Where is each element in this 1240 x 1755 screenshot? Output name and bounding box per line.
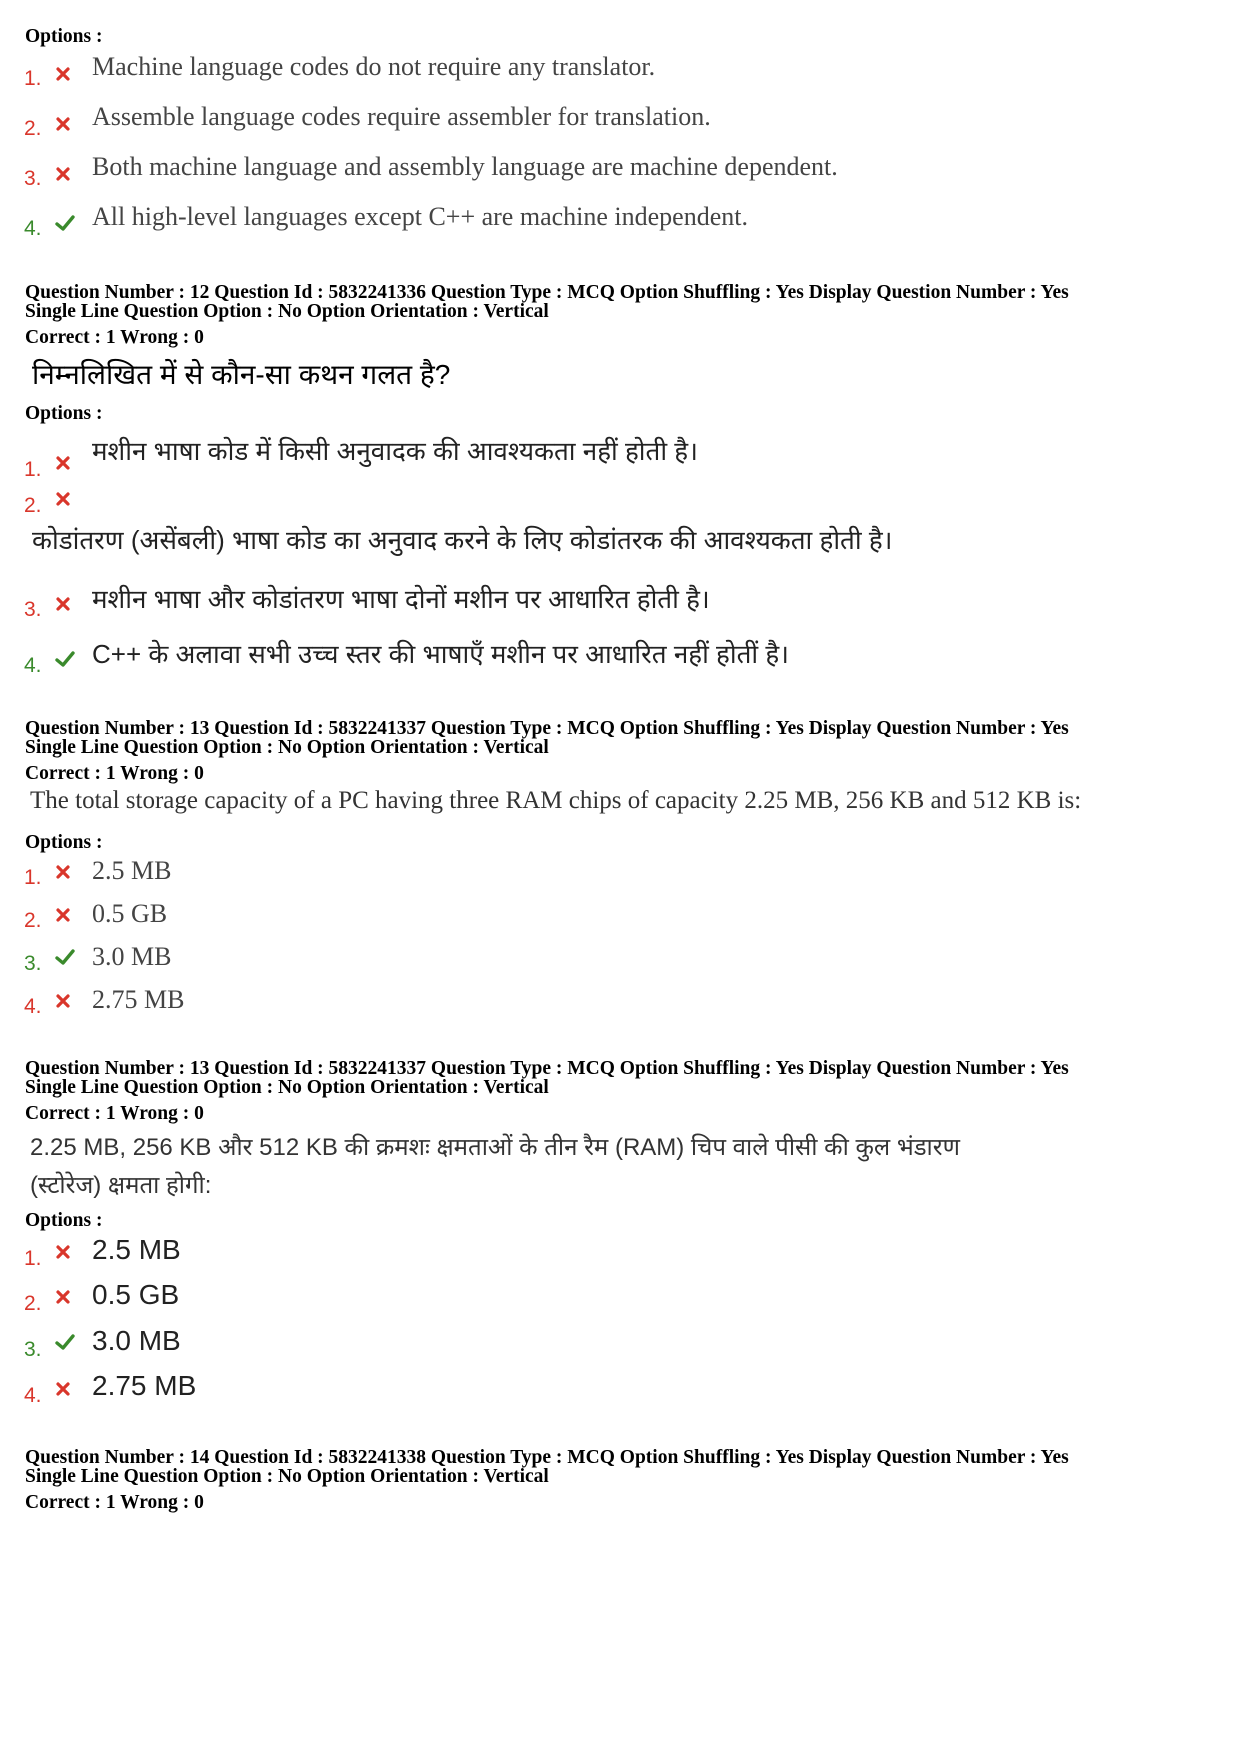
option-number: 1. <box>24 1247 42 1270</box>
option-text: 2.5 MB <box>92 1234 181 1265</box>
cross-icon <box>55 596 71 612</box>
question-meta: Single Line Question Option : No Option Orientation : Vertical <box>25 301 549 322</box>
cross-icon <box>55 166 71 182</box>
option-text: मशीन भाषा कोड में किसी अनुवादक की आवश्यकता नहीं होती है। <box>92 436 698 466</box>
option-text: 0.5 GB <box>92 1279 180 1310</box>
option-number: 4. <box>24 217 42 240</box>
cross-icon <box>55 66 71 82</box>
question-meta: Single Line Question Option : No Option Orientation : Vertical <box>25 1077 549 1098</box>
option-number: 3. <box>24 598 42 621</box>
check-icon <box>55 1333 75 1351</box>
option-text: 2.75 MB <box>92 1370 197 1401</box>
option-number: 3. <box>24 952 42 975</box>
option-text: Assemble language codes require assembler for translation. <box>92 102 711 131</box>
option-number: 2. <box>24 1292 42 1315</box>
cross-icon <box>55 907 71 923</box>
question-text: The total storage capacity of a PC having three RAM chips of capacity 2.25 MB, 256 KB and 512 KB is: <box>30 787 1082 814</box>
options-label: Options : <box>25 1210 103 1231</box>
options-label: Options : <box>25 26 103 47</box>
cross-icon <box>55 116 71 132</box>
cross-icon <box>55 993 71 1009</box>
option-number: 1. <box>24 458 42 481</box>
option-text: All high-level languages except C++ are machine independent. <box>92 202 748 231</box>
check-icon <box>55 948 75 966</box>
question-text: 2.25 MB, 256 KB और 512 KB की क्रमशः क्षमताओं के तीन रैम (RAM) चिप वाले पीसी की कुल भंडारण <box>30 1134 960 1161</box>
check-icon <box>55 214 75 232</box>
option-number: 3. <box>24 1338 42 1361</box>
options-label: Options : <box>25 403 103 424</box>
score-meta: Correct : 1 Wrong : 0 <box>25 763 204 784</box>
score-meta: Correct : 1 Wrong : 0 <box>25 327 204 348</box>
option-number: 2. <box>24 117 42 140</box>
option-text: कोडांतरण (असेंबली) भाषा कोड का अनुवाद करने के लिए कोडांतरक की आवश्यकता होती है। <box>32 525 893 555</box>
question-meta: Single Line Question Option : No Option Orientation : Vertical <box>25 737 549 758</box>
cross-icon <box>55 1381 71 1397</box>
score-meta: Correct : 1 Wrong : 0 <box>25 1103 204 1124</box>
options-label: Options : <box>25 832 103 853</box>
question-meta: Question Number : 13 Question Id : 5832241337 Question Type : MCQ Option Shuffling : Yes Display Question Number : Yes <box>25 1058 1069 1079</box>
question-meta: Question Number : 12 Question Id : 5832241336 Question Type : MCQ Option Shuffling : Yes Display Question Number : Yes <box>25 282 1069 303</box>
cross-icon <box>55 1289 71 1305</box>
option-number: 4. <box>24 995 42 1018</box>
question-text: (स्टोरेज) क्षमता होगी: <box>30 1172 212 1199</box>
score-meta: Correct : 1 Wrong : 0 <box>25 1492 204 1513</box>
question-meta: Question Number : 14 Question Id : 5832241338 Question Type : MCQ Option Shuffling : Yes Display Question Number : Yes <box>25 1447 1069 1468</box>
cross-icon <box>55 1244 71 1260</box>
cross-icon <box>55 455 71 471</box>
option-text: 3.0 MB <box>92 1325 181 1356</box>
option-text: 2.75 MB <box>92 985 185 1014</box>
option-text: 0.5 GB <box>92 899 168 928</box>
option-number: 2. <box>24 494 42 517</box>
option-text: Both machine language and assembly language are machine dependent. <box>92 152 838 181</box>
option-text: C++ के अलावा सभी उच्च स्तर की भाषाएँ मशीन पर आधारित नहीं होतीं है। <box>92 639 790 669</box>
option-number: 2. <box>24 909 42 932</box>
option-number: 4. <box>24 654 42 677</box>
check-icon <box>55 650 75 668</box>
question-meta: Question Number : 13 Question Id : 5832241337 Question Type : MCQ Option Shuffling : Yes Display Question Number : Yes <box>25 718 1069 739</box>
option-text: Machine language codes do not require any translator. <box>92 52 656 81</box>
option-text: मशीन भाषा और कोडांतरण भाषा दोनों मशीन पर आधारित होती है। <box>92 584 710 614</box>
option-text: 2.5 MB <box>92 856 172 885</box>
option-text: 3.0 MB <box>92 942 172 971</box>
cross-icon <box>55 864 71 880</box>
option-number: 1. <box>24 67 42 90</box>
option-number: 4. <box>24 1384 42 1407</box>
cross-icon <box>55 491 71 507</box>
option-number: 1. <box>24 866 42 889</box>
question-meta: Single Line Question Option : No Option Orientation : Vertical <box>25 1466 549 1487</box>
question-text: निम्नलिखित में से कौन-सा कथन गलत है? <box>32 359 451 390</box>
option-number: 3. <box>24 167 42 190</box>
